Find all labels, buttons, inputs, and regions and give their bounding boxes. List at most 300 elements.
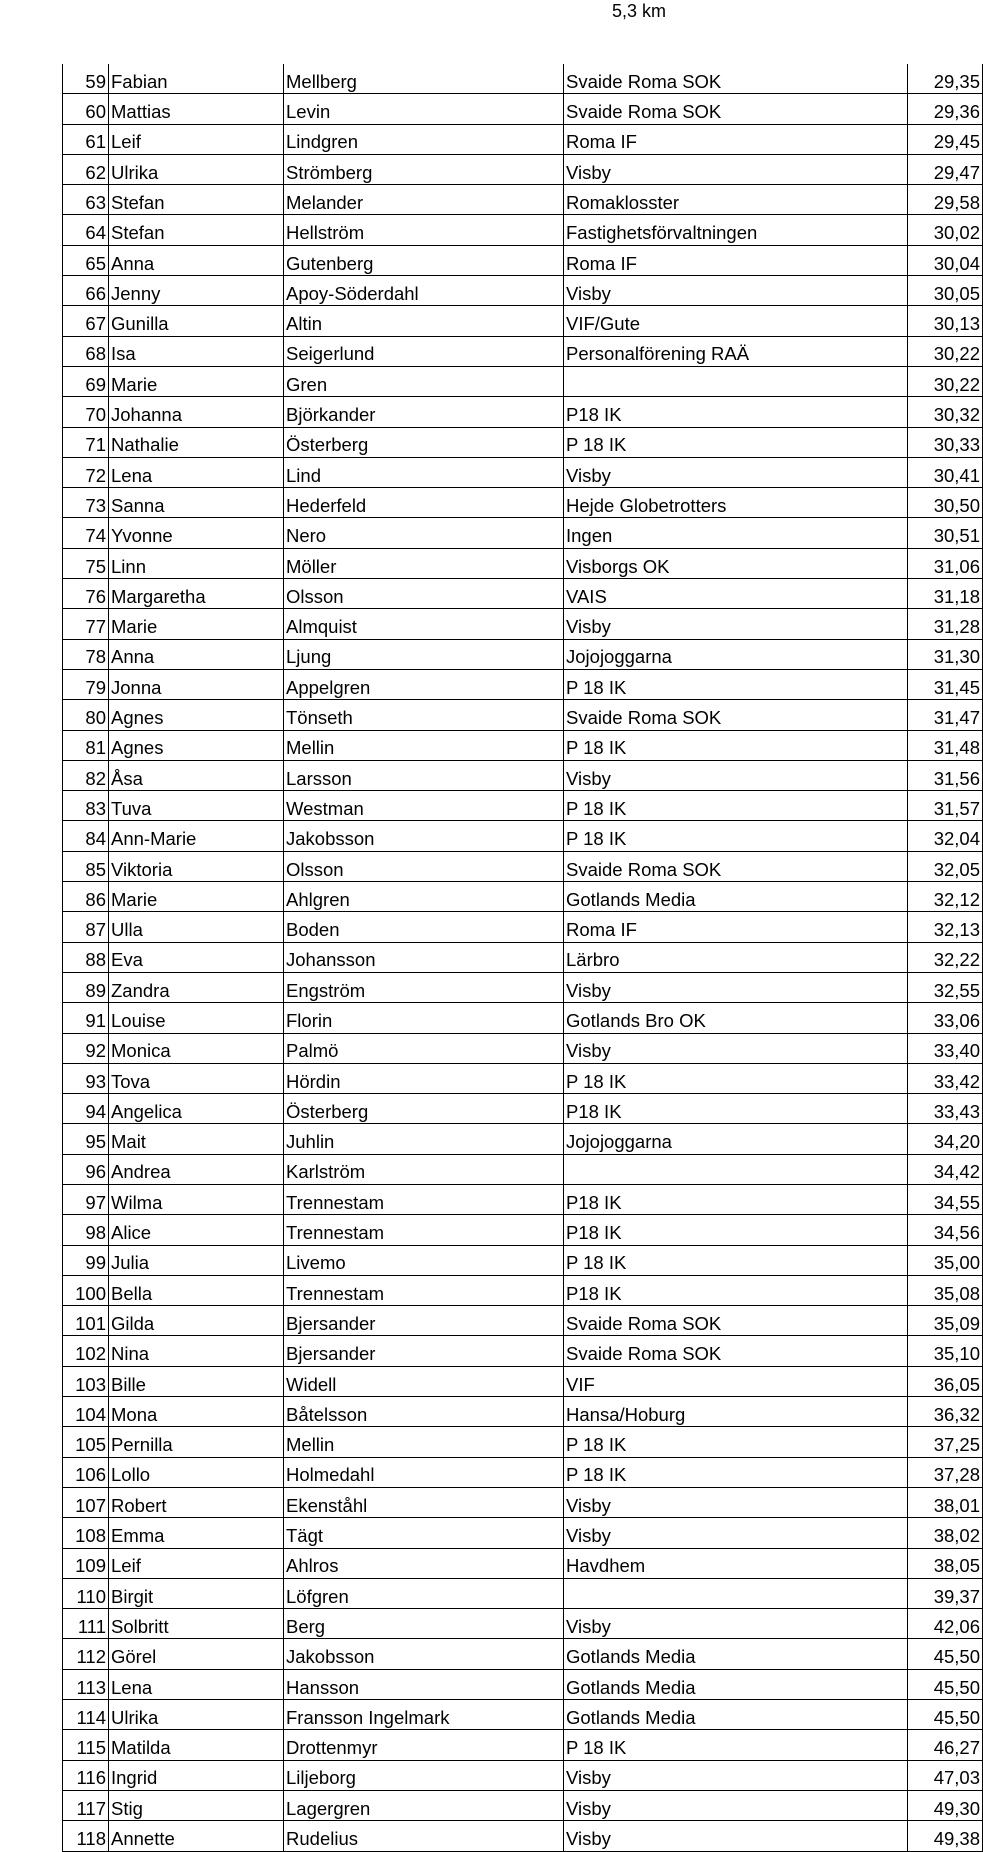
club-cell: Visby (564, 1760, 908, 1790)
table-row (63, 730, 983, 760)
club-cell: P 18 IK (564, 1457, 908, 1487)
first-name-cell: Lena (109, 1669, 284, 1699)
table-row (63, 1275, 983, 1305)
table-row (63, 215, 983, 245)
last-name-cell: Karlström (284, 1154, 564, 1184)
club-cell: Visby (564, 1790, 908, 1820)
first-name-cell: Tuva (109, 791, 284, 821)
place-cell: 61 (63, 124, 109, 154)
time-cell: 34,20 (908, 1124, 983, 1154)
first-name-cell: Mona (109, 1397, 284, 1427)
table-row (63, 1366, 983, 1396)
club-cell: P 18 IK (564, 669, 908, 699)
last-name-cell: Widell (284, 1366, 564, 1396)
club-cell: VIF (564, 1366, 908, 1396)
place-cell: 70 (63, 397, 109, 427)
club-cell (564, 1578, 908, 1608)
club-cell: VAIS (564, 579, 908, 609)
first-name-cell: Görel (109, 1639, 284, 1669)
table-row (63, 1821, 983, 1851)
last-name-cell: Juhlin (284, 1124, 564, 1154)
last-name-cell: Apoy-Söderdahl (284, 276, 564, 306)
table-row (63, 669, 983, 699)
first-name-cell: Emma (109, 1518, 284, 1548)
table-row (63, 94, 983, 124)
place-cell: 77 (63, 609, 109, 639)
first-name-cell: Leif (109, 124, 284, 154)
place-cell: 59 (63, 64, 109, 94)
time-cell: 31,28 (908, 609, 983, 639)
last-name-cell: Lagergren (284, 1790, 564, 1820)
first-name-cell: Pernilla (109, 1427, 284, 1457)
place-cell: 109 (63, 1548, 109, 1578)
place-cell: 65 (63, 245, 109, 275)
last-name-cell: Löfgren (284, 1578, 564, 1608)
last-name-cell: Almquist (284, 609, 564, 639)
club-cell (564, 366, 908, 396)
last-name-cell: Larsson (284, 760, 564, 790)
first-name-cell: Isa (109, 336, 284, 366)
time-cell: 30,13 (908, 306, 983, 336)
place-cell: 82 (63, 760, 109, 790)
place-cell: 115 (63, 1730, 109, 1760)
club-cell: Gotlands Media (564, 1639, 908, 1669)
place-cell: 80 (63, 700, 109, 730)
table-row (63, 64, 983, 94)
first-name-cell: Linn (109, 548, 284, 578)
time-cell: 35,08 (908, 1275, 983, 1305)
place-cell: 106 (63, 1457, 109, 1487)
first-name-cell: Marie (109, 882, 284, 912)
time-cell: 29,58 (908, 185, 983, 215)
place-cell: 118 (63, 1821, 109, 1851)
place-cell: 63 (63, 185, 109, 215)
time-cell: 30,05 (908, 276, 983, 306)
club-cell: Visby (564, 276, 908, 306)
last-name-cell: Engström (284, 972, 564, 1002)
first-name-cell: Zandra (109, 972, 284, 1002)
time-cell: 30,51 (908, 518, 983, 548)
place-cell: 93 (63, 1063, 109, 1093)
results-table (62, 64, 983, 1852)
first-name-cell: Ingrid (109, 1760, 284, 1790)
last-name-cell: Mellin (284, 730, 564, 760)
place-cell: 107 (63, 1487, 109, 1517)
last-name-cell: Hederfeld (284, 488, 564, 518)
first-name-cell: Ulrika (109, 154, 284, 184)
last-name-cell: Gutenberg (284, 245, 564, 275)
first-name-cell: Stefan (109, 185, 284, 215)
time-cell: 35,10 (908, 1336, 983, 1366)
place-cell: 85 (63, 851, 109, 881)
first-name-cell: Stig (109, 1790, 284, 1820)
club-cell: Visby (564, 1487, 908, 1517)
table-row (63, 1669, 983, 1699)
last-name-cell: Lind (284, 457, 564, 487)
club-cell: Visby (564, 1033, 908, 1063)
last-name-cell: Westman (284, 791, 564, 821)
club-cell: P18 IK (564, 397, 908, 427)
club-cell: Svaide Roma SOK (564, 851, 908, 881)
time-cell: 32,04 (908, 821, 983, 851)
place-cell: 105 (63, 1427, 109, 1457)
first-name-cell: Wilma (109, 1184, 284, 1214)
first-name-cell: Margaretha (109, 579, 284, 609)
time-cell: 47,03 (908, 1760, 983, 1790)
first-name-cell: Leif (109, 1548, 284, 1578)
first-name-cell: Birgit (109, 1578, 284, 1608)
table-row (63, 1639, 983, 1669)
club-cell: Visby (564, 1821, 908, 1851)
last-name-cell: Palmö (284, 1033, 564, 1063)
last-name-cell: Drottenmyr (284, 1730, 564, 1760)
time-cell: 32,22 (908, 942, 983, 972)
club-cell: P18 IK (564, 1094, 908, 1124)
time-cell: 30,41 (908, 457, 983, 487)
club-cell: Visby (564, 1609, 908, 1639)
first-name-cell: Lollo (109, 1457, 284, 1487)
place-cell: 88 (63, 942, 109, 972)
club-cell (564, 1154, 908, 1184)
club-cell: P18 IK (564, 1184, 908, 1214)
table-row (63, 1154, 983, 1184)
time-cell: 31,48 (908, 730, 983, 760)
last-name-cell: Hansson (284, 1669, 564, 1699)
time-cell: 32,13 (908, 912, 983, 942)
place-cell: 68 (63, 336, 109, 366)
time-cell: 29,35 (908, 64, 983, 94)
last-name-cell: Seigerlund (284, 336, 564, 366)
place-cell: 81 (63, 730, 109, 760)
time-cell: 36,32 (908, 1397, 983, 1427)
place-cell: 104 (63, 1397, 109, 1427)
club-cell: P18 IK (564, 1215, 908, 1245)
last-name-cell: Fransson Ingelmark (284, 1700, 564, 1730)
last-name-cell: Strömberg (284, 154, 564, 184)
club-cell: Gotlands Media (564, 882, 908, 912)
time-cell: 30,04 (908, 245, 983, 275)
place-cell: 78 (63, 639, 109, 669)
club-cell: Roma IF (564, 124, 908, 154)
time-cell: 29,36 (908, 94, 983, 124)
club-cell: Svaide Roma SOK (564, 1306, 908, 1336)
table-row (63, 609, 983, 639)
place-cell: 111 (63, 1609, 109, 1639)
time-cell: 35,00 (908, 1245, 983, 1275)
distance-heading: 5,3 km (612, 1, 667, 21)
last-name-cell: Hellström (284, 215, 564, 245)
time-cell: 29,45 (908, 124, 983, 154)
place-cell: 103 (63, 1366, 109, 1396)
time-cell: 30,02 (908, 215, 983, 245)
first-name-cell: Viktoria (109, 851, 284, 881)
last-name-cell: Trennestam (284, 1275, 564, 1305)
table-row (63, 457, 983, 487)
table-row (63, 154, 983, 184)
table-row (63, 942, 983, 972)
first-name-cell: Eva (109, 942, 284, 972)
last-name-cell: Jakobsson (284, 821, 564, 851)
club-cell: Visborgs OK (564, 548, 908, 578)
table-row (63, 639, 983, 669)
place-cell: 67 (63, 306, 109, 336)
time-cell: 42,06 (908, 1609, 983, 1639)
first-name-cell: Marie (109, 609, 284, 639)
first-name-cell: Gunilla (109, 306, 284, 336)
table-row (63, 1518, 983, 1548)
first-name-cell: Åsa (109, 760, 284, 790)
club-cell: Svaide Roma SOK (564, 700, 908, 730)
first-name-cell: Jenny (109, 276, 284, 306)
time-cell: 45,50 (908, 1639, 983, 1669)
place-cell: 66 (63, 276, 109, 306)
time-cell: 30,22 (908, 366, 983, 396)
table-row (63, 821, 983, 851)
table-row (63, 1063, 983, 1093)
time-cell: 32,05 (908, 851, 983, 881)
first-name-cell: Bella (109, 1275, 284, 1305)
table-row (63, 397, 983, 427)
table-row (63, 1397, 983, 1427)
place-cell: 95 (63, 1124, 109, 1154)
last-name-cell: Mellberg (284, 64, 564, 94)
table-row (63, 548, 983, 578)
first-name-cell: Johanna (109, 397, 284, 427)
place-cell: 69 (63, 366, 109, 396)
first-name-cell: Fabian (109, 64, 284, 94)
first-name-cell: Louise (109, 1003, 284, 1033)
time-cell: 49,30 (908, 1790, 983, 1820)
place-cell: 83 (63, 791, 109, 821)
last-name-cell: Boden (284, 912, 564, 942)
last-name-cell: Österberg (284, 427, 564, 457)
first-name-cell: Ulrika (109, 1700, 284, 1730)
first-name-cell: Andrea (109, 1154, 284, 1184)
place-cell: 112 (63, 1639, 109, 1669)
time-cell: 38,02 (908, 1518, 983, 1548)
first-name-cell: Solbritt (109, 1609, 284, 1639)
table-row (63, 1215, 983, 1245)
table-row (63, 851, 983, 881)
last-name-cell: Ahlgren (284, 882, 564, 912)
time-cell: 37,28 (908, 1457, 983, 1487)
club-cell: P18 IK (564, 1275, 908, 1305)
place-cell: 116 (63, 1760, 109, 1790)
club-cell: VIF/Gute (564, 306, 908, 336)
time-cell: 31,57 (908, 791, 983, 821)
time-cell: 30,32 (908, 397, 983, 427)
table-row (63, 1427, 983, 1457)
place-cell: 84 (63, 821, 109, 851)
table-row (63, 1730, 983, 1760)
first-name-cell: Yvonne (109, 518, 284, 548)
club-cell: Svaide Roma SOK (564, 94, 908, 124)
table-row (63, 1003, 983, 1033)
last-name-cell: Hördin (284, 1063, 564, 1093)
last-name-cell: Trennestam (284, 1184, 564, 1214)
time-cell: 30,33 (908, 427, 983, 457)
time-cell: 31,06 (908, 548, 983, 578)
first-name-cell: Bille (109, 1366, 284, 1396)
table-row (63, 1548, 983, 1578)
last-name-cell: Melander (284, 185, 564, 215)
first-name-cell: Mattias (109, 94, 284, 124)
last-name-cell: Gren (284, 366, 564, 396)
club-cell: Visby (564, 457, 908, 487)
last-name-cell: Lindgren (284, 124, 564, 154)
last-name-cell: Tägt (284, 1518, 564, 1548)
first-name-cell: Lena (109, 457, 284, 487)
table-row (63, 245, 983, 275)
table-row (63, 579, 983, 609)
last-name-cell: Ekenståhl (284, 1487, 564, 1517)
place-cell: 100 (63, 1275, 109, 1305)
last-name-cell: Altin (284, 306, 564, 336)
last-name-cell: Levin (284, 94, 564, 124)
time-cell: 31,45 (908, 669, 983, 699)
first-name-cell: Annette (109, 1821, 284, 1851)
first-name-cell: Mait (109, 1124, 284, 1154)
table-row (63, 1609, 983, 1639)
place-cell: 110 (63, 1578, 109, 1608)
place-cell: 96 (63, 1154, 109, 1184)
place-cell: 97 (63, 1184, 109, 1214)
club-cell: Havdhem (564, 1548, 908, 1578)
first-name-cell: Ulla (109, 912, 284, 942)
club-cell: Jojojoggarna (564, 639, 908, 669)
last-name-cell: Jakobsson (284, 1639, 564, 1669)
last-name-cell: Österberg (284, 1094, 564, 1124)
last-name-cell: Livemo (284, 1245, 564, 1275)
club-cell: P 18 IK (564, 821, 908, 851)
club-cell: Romaklosster (564, 185, 908, 215)
table-row (63, 1578, 983, 1608)
table-row (63, 791, 983, 821)
time-cell: 31,30 (908, 639, 983, 669)
place-cell: 98 (63, 1215, 109, 1245)
place-cell: 76 (63, 579, 109, 609)
club-cell: Svaide Roma SOK (564, 1336, 908, 1366)
table-row (63, 1124, 983, 1154)
club-cell: Visby (564, 760, 908, 790)
table-row (63, 336, 983, 366)
club-cell: Visby (564, 1518, 908, 1548)
time-cell: 31,18 (908, 579, 983, 609)
last-name-cell: Mellin (284, 1427, 564, 1457)
place-cell: 113 (63, 1669, 109, 1699)
first-name-cell: Agnes (109, 700, 284, 730)
table-row (63, 276, 983, 306)
club-cell: Roma IF (564, 912, 908, 942)
club-cell: Gotlands Media (564, 1669, 908, 1699)
time-cell: 33,06 (908, 1003, 983, 1033)
place-cell: 91 (63, 1003, 109, 1033)
place-cell: 74 (63, 518, 109, 548)
time-cell: 32,12 (908, 882, 983, 912)
club-cell: P 18 IK (564, 730, 908, 760)
time-cell: 34,42 (908, 1154, 983, 1184)
place-cell: 75 (63, 548, 109, 578)
time-cell: 34,56 (908, 1215, 983, 1245)
club-cell: Personalförening RAÄ (564, 336, 908, 366)
club-cell: Visby (564, 972, 908, 1002)
time-cell: 39,37 (908, 1578, 983, 1608)
table-row (63, 1245, 983, 1275)
last-name-cell: Johansson (284, 942, 564, 972)
table-row (63, 1184, 983, 1214)
table-row (63, 1700, 983, 1730)
first-name-cell: Agnes (109, 730, 284, 760)
place-cell: 101 (63, 1306, 109, 1336)
place-cell: 86 (63, 882, 109, 912)
first-name-cell: Matilda (109, 1730, 284, 1760)
table-row (63, 124, 983, 154)
club-cell: P 18 IK (564, 1730, 908, 1760)
table-row (63, 1033, 983, 1063)
club-cell: P 18 IK (564, 791, 908, 821)
place-cell: 72 (63, 457, 109, 487)
time-cell: 33,43 (908, 1094, 983, 1124)
first-name-cell: Ann-Marie (109, 821, 284, 851)
place-cell: 79 (63, 669, 109, 699)
time-cell: 49,38 (908, 1821, 983, 1851)
club-cell: Visby (564, 609, 908, 639)
time-cell: 31,56 (908, 760, 983, 790)
first-name-cell: Monica (109, 1033, 284, 1063)
last-name-cell: Björkander (284, 397, 564, 427)
table-row (63, 185, 983, 215)
time-cell: 31,47 (908, 700, 983, 730)
place-cell: 102 (63, 1336, 109, 1366)
time-cell: 46,27 (908, 1730, 983, 1760)
first-name-cell: Tova (109, 1063, 284, 1093)
club-cell: Jojojoggarna (564, 1124, 908, 1154)
last-name-cell: Berg (284, 1609, 564, 1639)
last-name-cell: Liljeborg (284, 1760, 564, 1790)
first-name-cell: Jonna (109, 669, 284, 699)
table-row (63, 306, 983, 336)
first-name-cell: Marie (109, 366, 284, 396)
table-row (63, 1336, 983, 1366)
last-name-cell: Florin (284, 1003, 564, 1033)
time-cell: 33,40 (908, 1033, 983, 1063)
club-cell: Hejde Globetrotters (564, 488, 908, 518)
club-cell: P 18 IK (564, 427, 908, 457)
place-cell: 92 (63, 1033, 109, 1063)
table-row (63, 488, 983, 518)
table-row (63, 882, 983, 912)
club-cell: P 18 IK (564, 1427, 908, 1457)
club-cell: Hansa/Hoburg (564, 1397, 908, 1427)
time-cell: 38,01 (908, 1487, 983, 1517)
first-name-cell: Robert (109, 1487, 284, 1517)
club-cell: Visby (564, 154, 908, 184)
first-name-cell: Alice (109, 1215, 284, 1245)
table-row (63, 1760, 983, 1790)
last-name-cell: Bjersander (284, 1306, 564, 1336)
place-cell: 114 (63, 1700, 109, 1730)
first-name-cell: Anna (109, 245, 284, 275)
time-cell: 45,50 (908, 1700, 983, 1730)
last-name-cell: Bjersander (284, 1336, 564, 1366)
last-name-cell: Trennestam (284, 1215, 564, 1245)
table-row (63, 1306, 983, 1336)
table-row (63, 700, 983, 730)
table-row (63, 760, 983, 790)
time-cell: 34,55 (908, 1184, 983, 1214)
time-cell: 45,50 (908, 1669, 983, 1699)
first-name-cell: Sanna (109, 488, 284, 518)
